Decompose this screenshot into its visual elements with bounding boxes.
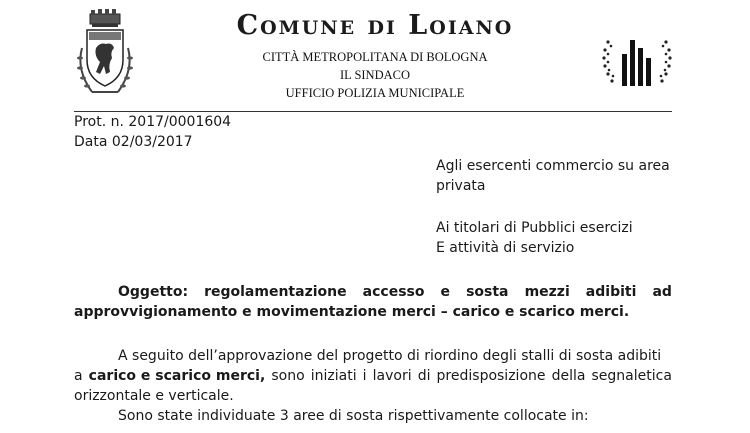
subject-line: approvvigionamento e movimentazione merci – carico e scarico merci. xyxy=(74,304,630,320)
recipient-line: Agli esercenti commercio su area xyxy=(436,158,670,174)
recipient-line: Ai titolari di Pubblici esercizi xyxy=(436,220,633,236)
header-divider xyxy=(74,111,672,112)
subject-word: accesso xyxy=(362,284,425,300)
header-line-metropolitan-city: CITTÀ METROPOLITANA DI BOLOGNA xyxy=(262,50,488,64)
body-word: sono xyxy=(271,368,305,384)
recipient-line: privata xyxy=(436,178,486,194)
subject-word: ad xyxy=(652,284,672,300)
subject-word: adibiti xyxy=(585,284,637,300)
body-line: A seguito dell’approvazione del progetto di riordino degli stalli di sosta adibiti xyxy=(118,348,662,364)
body-word: della xyxy=(551,368,586,384)
recipient-line: E attività di servizio xyxy=(436,240,575,256)
body-word: i xyxy=(362,368,367,384)
body-paragraph: Sono state individuate 3 aree di sosta rispettivamente collocate in: xyxy=(118,408,589,424)
subject-line xyxy=(74,282,672,302)
subject-word: regolamentazione xyxy=(204,284,347,300)
protocol-date: Data 02/03/2017 xyxy=(74,134,193,150)
municipality-title: Comune di Loiano xyxy=(236,10,514,41)
header-line-mayor: IL SINDACO xyxy=(339,68,411,82)
subject-word: mezzi xyxy=(524,284,570,300)
body-word: di xyxy=(417,368,431,384)
body-word: a xyxy=(74,368,83,384)
body-word: iniziati xyxy=(310,368,357,384)
body-word: lavori xyxy=(372,368,412,384)
body-paragraph xyxy=(74,346,672,406)
body-word: predisposizione xyxy=(436,368,546,384)
body-line: orizzontale e verticale. xyxy=(74,388,234,404)
subject-block xyxy=(74,282,672,322)
municipal-crest-icon xyxy=(74,8,136,100)
subject-word: sosta xyxy=(466,284,509,300)
body-line xyxy=(74,366,672,386)
subject-word: e xyxy=(440,284,451,300)
body-word: segnaletica xyxy=(591,368,672,384)
body-emphasis: carico e scarico merci, xyxy=(88,368,266,384)
protocol-number: Prot. n. 2017/0001604 xyxy=(74,114,232,130)
subject-word: Oggetto: xyxy=(118,284,189,300)
municipal-police-logo-icon xyxy=(600,28,674,92)
header-line-police-office: UFFICIO POLIZIA MUNICIPALE xyxy=(285,86,465,100)
